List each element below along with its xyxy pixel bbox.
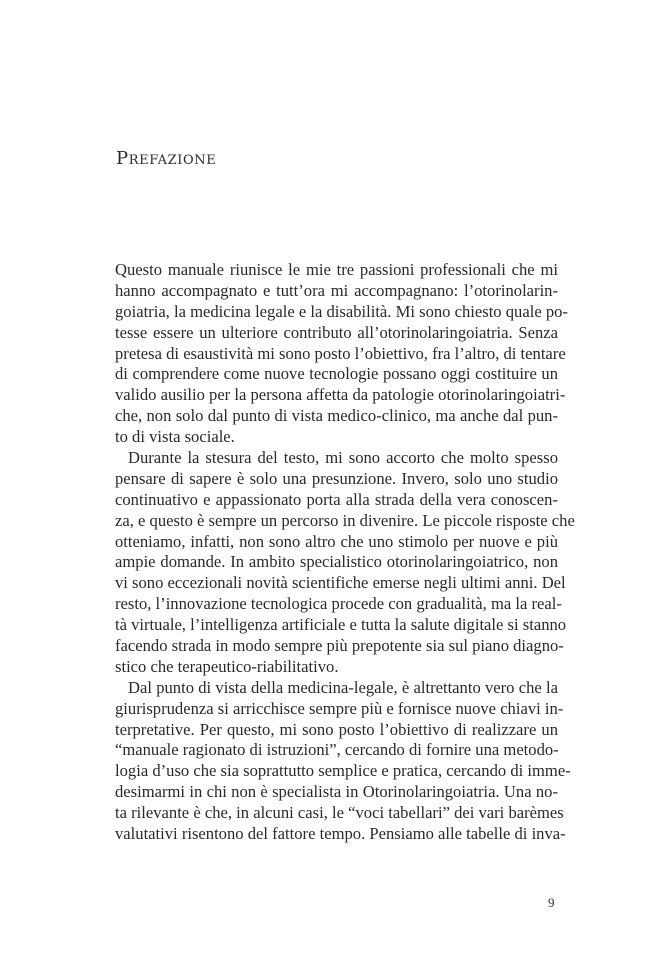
text-line: di comprendere come nuove tecnologie possano oggi costituire un <box>115 364 558 384</box>
text-line: giurisprudenza si arricchisce sempre più e fornisce nuove chiavi in- <box>115 698 564 718</box>
text-line: pensare di sapere è solo una presunzione. Invero, solo uno studio <box>115 468 558 488</box>
text-line: pretesa di esaustività mi sono posto l’obiettivo, fra l’altro, di tentare <box>115 343 566 363</box>
text-line: ampie domande. In ambito specialistico otorinolaringoiatrico, non <box>115 552 558 572</box>
text-line: valutativi risentono del fattore tempo. Pensiamo alle tabelle di inva- <box>115 824 566 844</box>
text-line: stico che terapeutico-riabilitativo. <box>115 656 339 676</box>
text-line: goiatria, la medicina legale e la disabilità. Mi sono chiesto quale po- <box>115 301 568 321</box>
text-line: resto, l’innovazione tecnologica procede con gradualità, ma la real- <box>115 594 562 614</box>
paragraph <box>115 260 568 448</box>
text-line: za, e questo è sempre un percorso in divenire. Le piccole risposte che <box>115 510 575 530</box>
text-line: to di vista sociale. <box>115 427 235 447</box>
chapter-title: Prefazione <box>116 148 217 169</box>
text-line: tà virtuale, l’intelligenza artificiale e tutta la salute digitale si stanno <box>115 615 567 635</box>
text-line: vi sono eccezionali novità scientifiche emerse negli ultimi anni. Del <box>115 573 566 593</box>
text-line: hanno accompagnato e tutt’ora mi accompagnano: l’otorinolarin- <box>115 280 558 300</box>
text-line: logia d’uso che sia soprattutto semplice e pratica, cercando di imme- <box>115 761 571 781</box>
chapter-body <box>115 260 575 845</box>
paragraph <box>115 448 575 678</box>
text-line: terpretative. Per questo, mi sono posto l’obiettivo di realizzare un <box>115 719 558 739</box>
text-line: desimarmi in chi non è specialista in Otorinolaringoiatria. Una no- <box>115 782 558 802</box>
text-line: che, non solo dal punto di vista medico-clinico, ma anche dal pun- <box>115 406 558 426</box>
text-line: Dal punto di vista della medicina-legale, è altrettanto vero che la <box>128 677 558 697</box>
text-line: Questo manuale riunisce le mie tre passioni professionali che mi <box>115 260 558 279</box>
paragraph <box>115 677 571 845</box>
text-line: valido ausilio per la persona affetta da patologie otorinolaringoiatri- <box>115 385 566 405</box>
text-line: Durante la stesura del testo, mi sono accorto che molto spesso <box>128 448 558 468</box>
text-line: continuativo e appassionato porta alla strada della vera conoscen- <box>115 489 558 509</box>
text-line: otteniamo, infatti, non sono altro che uno stimolo per nuove e più <box>115 531 558 551</box>
text-line: “manuale ragionato di istruzioni”, cercando di fornire una metodo- <box>115 740 559 760</box>
text-line: ta rilevante è che, in alcuni casi, le “voci tabellari” dei vari barèmes <box>115 803 564 823</box>
text-line: facendo strada in modo sempre più prepotente sia sul piano diagno- <box>115 636 564 656</box>
text-line: tesse essere un ulteriore contributo all’otorinolaringoiatria. Senza <box>115 322 558 342</box>
page-number: 9 <box>548 895 555 910</box>
